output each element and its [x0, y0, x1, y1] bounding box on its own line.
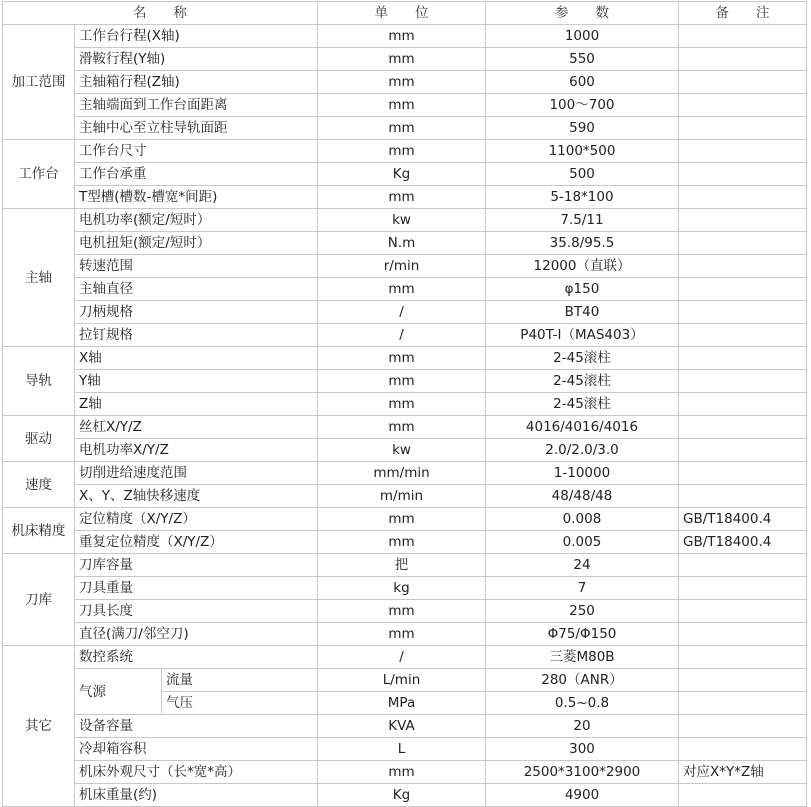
item-name: 气源 [75, 669, 162, 715]
table-row [3, 71, 807, 94]
item-unit: mm [318, 71, 486, 94]
item-value: 2-45滚柱 [486, 393, 679, 416]
item-value: 48/48/48 [486, 485, 679, 508]
item-unit: L/min [318, 669, 486, 692]
item-unit: mm [318, 140, 486, 163]
item-value: 20 [486, 715, 679, 738]
item-note [679, 209, 807, 232]
item-name: T型槽(槽数-槽宽*间距) [75, 186, 318, 209]
table-row [3, 94, 807, 117]
item-name: 刀柄规格 [75, 301, 318, 324]
item-name: 重复定位精度（X/Y/Z） [75, 531, 318, 554]
item-unit: r/min [318, 255, 486, 278]
item-value: 7.5/11 [486, 209, 679, 232]
table-row [3, 646, 807, 669]
item-name: 切削进给速度范围 [75, 462, 318, 485]
item-name: 工作台尺寸 [75, 140, 318, 163]
item-name: 工作台承重 [75, 163, 318, 186]
item-note [679, 646, 807, 669]
group-label: 导轨 [3, 347, 75, 416]
item-value: 280（ANR） [486, 669, 679, 692]
item-value: 24 [486, 554, 679, 577]
item-unit: mm [318, 94, 486, 117]
item-name: X轴 [75, 347, 318, 370]
item-value: 100～700 [486, 94, 679, 117]
item-name: X、Y、Z轴快移速度 [75, 485, 318, 508]
item-note [679, 738, 807, 761]
item-name: Y轴 [75, 370, 318, 393]
item-value: 4900 [486, 784, 679, 807]
item-value: 2-45滚柱 [486, 370, 679, 393]
item-note [679, 623, 807, 646]
item-name: 刀具重量 [75, 577, 318, 600]
item-value: 600 [486, 71, 679, 94]
item-note [679, 186, 807, 209]
item-unit: Kg [318, 163, 486, 186]
spec-table [2, 1, 807, 807]
item-note [679, 163, 807, 186]
item-value: 0.5~0.8 [486, 692, 679, 715]
item-name: 拉钉规格 [75, 324, 318, 347]
item-unit: kw [318, 209, 486, 232]
item-note [679, 600, 807, 623]
group-label: 加工范围 [3, 25, 75, 140]
header-row [3, 2, 807, 25]
table-row [3, 623, 807, 646]
item-unit: m/min [318, 485, 486, 508]
table-row [3, 738, 807, 761]
item-value: P40T-I（MAS403） [486, 324, 679, 347]
item-note [679, 416, 807, 439]
item-note [679, 140, 807, 163]
table-row [3, 255, 807, 278]
spec-table-body [3, 2, 807, 807]
item-unit: / [318, 324, 486, 347]
table-row [3, 531, 807, 554]
item-value: 300 [486, 738, 679, 761]
item-note [679, 301, 807, 324]
item-name: 主轴端面到工作台面距离 [75, 94, 318, 117]
item-note [679, 439, 807, 462]
item-note [679, 715, 807, 738]
table-row [3, 209, 807, 232]
item-unit: MPa [318, 692, 486, 715]
table-row [3, 393, 807, 416]
item-note [679, 347, 807, 370]
table-row [3, 761, 807, 784]
item-unit: Kg [318, 784, 486, 807]
group-label: 主轴 [3, 209, 75, 347]
header-name: 名 称 [3, 2, 318, 25]
group-label: 速度 [3, 462, 75, 508]
item-unit: mm [318, 531, 486, 554]
item-name: 刀库容量 [75, 554, 318, 577]
item-unit: mm [318, 761, 486, 784]
item-name: 设备容量 [75, 715, 318, 738]
item-note [679, 25, 807, 48]
table-row [3, 669, 807, 692]
item-subname: 流量 [162, 669, 318, 692]
table-row [3, 784, 807, 807]
item-note [679, 48, 807, 71]
item-value: 2500*3100*2900 [486, 761, 679, 784]
item-subname: 气压 [162, 692, 318, 715]
table-row [3, 439, 807, 462]
item-unit: mm [318, 48, 486, 71]
item-name: 定位精度（X/Y/Z） [75, 508, 318, 531]
table-row [3, 347, 807, 370]
item-unit: mm [318, 117, 486, 140]
item-unit: mm [318, 186, 486, 209]
table-row [3, 370, 807, 393]
item-value: 12000（直联） [486, 255, 679, 278]
item-value: φ150 [486, 278, 679, 301]
table-row [3, 324, 807, 347]
item-value: 550 [486, 48, 679, 71]
table-row [3, 48, 807, 71]
header-param: 参 数 [486, 2, 679, 25]
item-name: 数控系统 [75, 646, 318, 669]
item-note [679, 393, 807, 416]
item-unit: mm [318, 370, 486, 393]
item-note [679, 278, 807, 301]
table-row [3, 508, 807, 531]
item-name: 工作台行程(X轴) [75, 25, 318, 48]
item-name: 刀具长度 [75, 600, 318, 623]
item-note [679, 71, 807, 94]
group-label: 工作台 [3, 140, 75, 209]
table-row [3, 485, 807, 508]
table-row [3, 600, 807, 623]
item-unit: N.m [318, 232, 486, 255]
item-value: 7 [486, 577, 679, 600]
item-note [679, 554, 807, 577]
item-name: 冷却箱容积 [75, 738, 318, 761]
item-unit: L [318, 738, 486, 761]
item-name: 电机扭矩(额定/短时） [75, 232, 318, 255]
table-row [3, 301, 807, 324]
group-label: 其它 [3, 646, 75, 807]
item-value: 2-45滚柱 [486, 347, 679, 370]
item-value: 590 [486, 117, 679, 140]
header-unit: 单 位 [318, 2, 486, 25]
item-value: 35.8/95.5 [486, 232, 679, 255]
item-name: 直径(满刀/邻空刀) [75, 623, 318, 646]
header-note: 备 注 [679, 2, 807, 25]
table-row [3, 278, 807, 301]
table-row [3, 163, 807, 186]
table-row [3, 232, 807, 255]
item-note [679, 232, 807, 255]
group-label: 机床精度 [3, 508, 75, 554]
item-unit: / [318, 646, 486, 669]
table-row [3, 715, 807, 738]
item-note [679, 577, 807, 600]
table-row [3, 577, 807, 600]
item-value: 0.005 [486, 531, 679, 554]
table-row [3, 25, 807, 48]
item-note [679, 255, 807, 278]
table-row [3, 186, 807, 209]
item-note [679, 784, 807, 807]
item-note: GB/T18400.4 [679, 508, 807, 531]
table-row [3, 117, 807, 140]
item-value: 5-18*100 [486, 186, 679, 209]
item-unit: mm/min [318, 462, 486, 485]
item-unit: 把 [318, 554, 486, 577]
item-name: 主轴直径 [75, 278, 318, 301]
item-name: 机床外观尺寸（长*宽*高） [75, 761, 318, 784]
item-value: 1-10000 [486, 462, 679, 485]
item-name: 机床重量(约) [75, 784, 318, 807]
item-name: 丝杠X/Y/Z [75, 416, 318, 439]
item-note [679, 370, 807, 393]
item-unit: kg [318, 577, 486, 600]
item-unit: mm [318, 600, 486, 623]
item-unit: mm [318, 623, 486, 646]
group-label: 驱动 [3, 416, 75, 462]
item-unit: kw [318, 439, 486, 462]
item-name: Z轴 [75, 393, 318, 416]
item-name: 转速范围 [75, 255, 318, 278]
item-note: GB/T18400.4 [679, 531, 807, 554]
item-name: 主轴箱行程(Z轴) [75, 71, 318, 94]
item-value: 0.008 [486, 508, 679, 531]
item-name: 滑鞍行程(Y轴) [75, 48, 318, 71]
item-name: 电机功率X/Y/Z [75, 439, 318, 462]
item-note: 对应X*Y*Z轴 [679, 761, 807, 784]
item-value: 4016/4016/4016 [486, 416, 679, 439]
item-value: 1100*500 [486, 140, 679, 163]
item-value: 三菱M80B [486, 646, 679, 669]
item-unit: mm [318, 347, 486, 370]
item-note [679, 94, 807, 117]
item-name: 主轴中心至立柱导轨面距 [75, 117, 318, 140]
group-label: 刀库 [3, 554, 75, 646]
item-unit: mm [318, 416, 486, 439]
table-row [3, 416, 807, 439]
item-unit: mm [318, 25, 486, 48]
item-value: 500 [486, 163, 679, 186]
item-note [679, 669, 807, 692]
item-value: BT40 [486, 301, 679, 324]
table-row [3, 140, 807, 163]
item-unit: / [318, 301, 486, 324]
table-row [3, 462, 807, 485]
item-note [679, 692, 807, 715]
item-note [679, 485, 807, 508]
item-unit: KVA [318, 715, 486, 738]
item-value: 250 [486, 600, 679, 623]
item-value: 1000 [486, 25, 679, 48]
item-value: 2.0/2.0/3.0 [486, 439, 679, 462]
item-note [679, 117, 807, 140]
item-unit: mm [318, 508, 486, 531]
item-note [679, 462, 807, 485]
item-name: 电机功率(额定/短时） [75, 209, 318, 232]
item-value: Φ75/Φ150 [486, 623, 679, 646]
table-row [3, 554, 807, 577]
item-note [679, 324, 807, 347]
item-unit: mm [318, 278, 486, 301]
item-unit: mm [318, 393, 486, 416]
